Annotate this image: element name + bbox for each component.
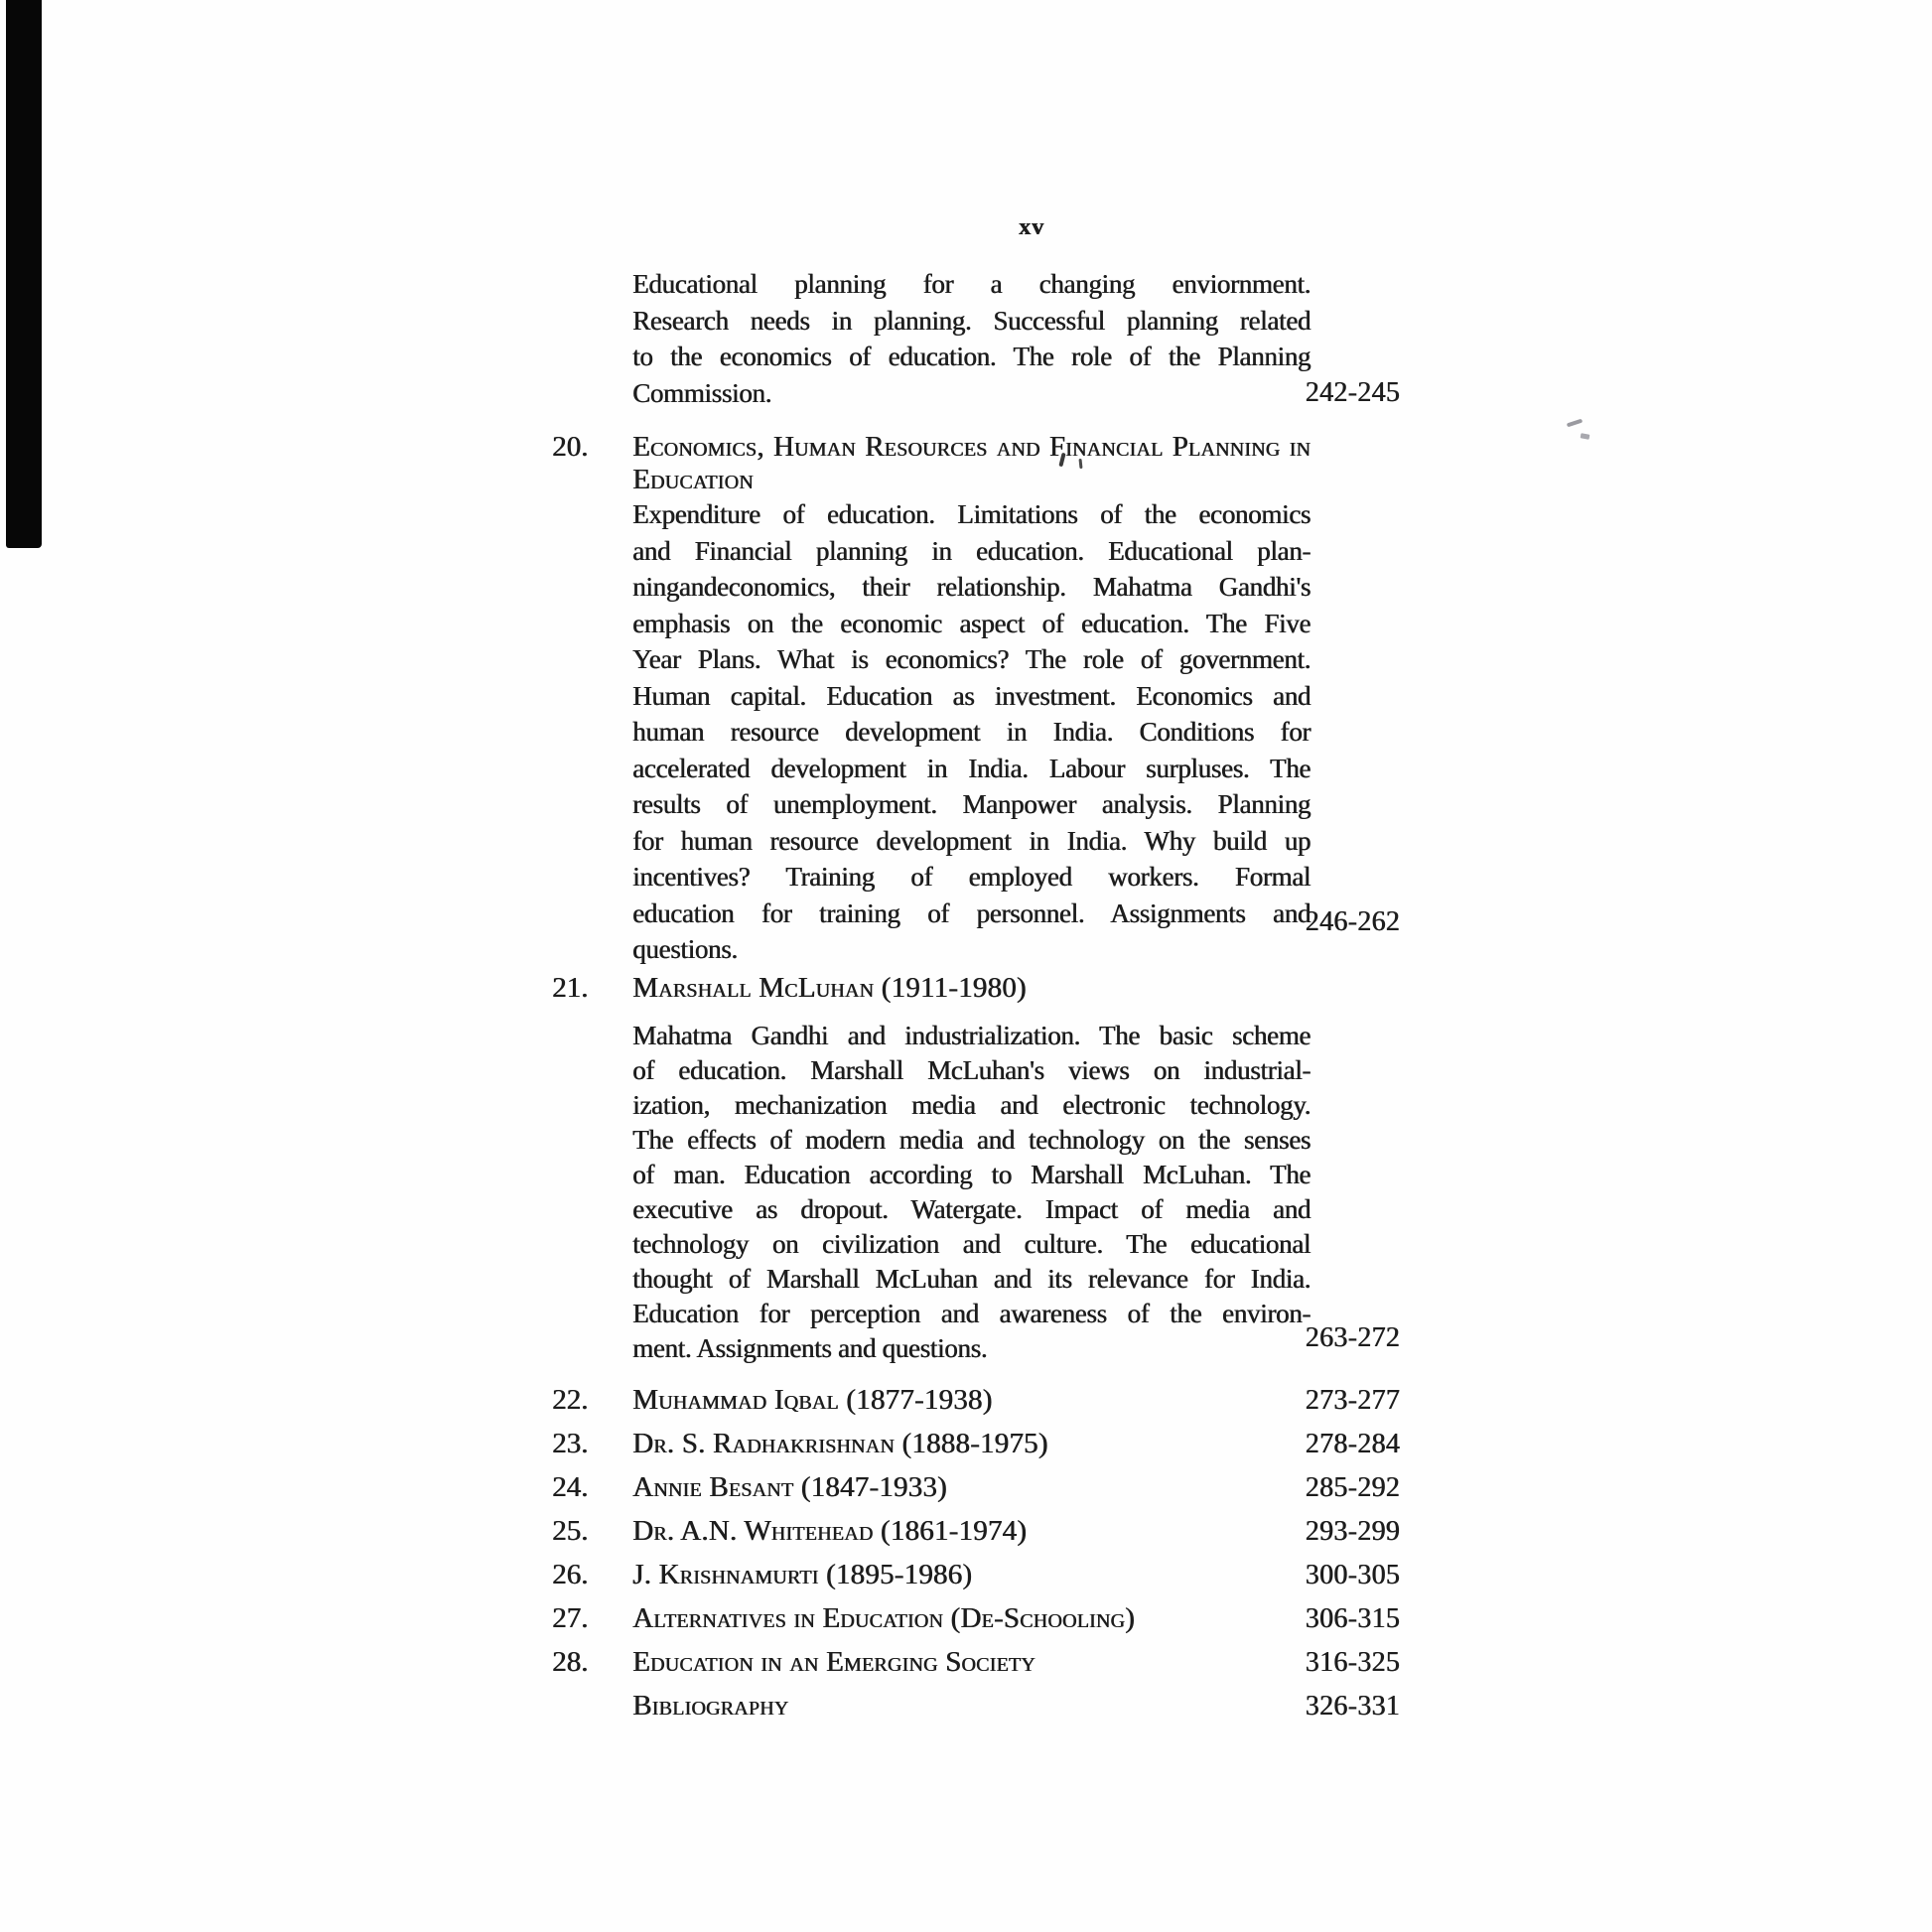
toc-row: [552, 1378, 1400, 1422]
intro-line: Educational planning for a changing enviornment.: [632, 269, 1311, 299]
toc-row: [552, 1684, 1400, 1727]
toc-entry-title-line: Education: [632, 464, 754, 495]
entry-number: 22.: [552, 1383, 589, 1416]
scan-speck: [1581, 433, 1590, 439]
page-range: 326-331: [1305, 1690, 1400, 1722]
toc-entry-title: Muhammad Iqbal (1877-1938): [632, 1383, 993, 1416]
toc-row: [552, 1422, 1400, 1465]
page-range: 316-325: [1305, 1646, 1400, 1678]
entry-number: 21.: [552, 971, 589, 1004]
description-line: emphasis on the economic aspect of education. The Five: [632, 608, 1311, 638]
intro-paragraph: [632, 266, 1311, 411]
toc-entry-title: Alternatives in Education (De-Schooling): [632, 1601, 1135, 1634]
page-range: 293-299: [1305, 1515, 1400, 1547]
scan-speck: [1567, 419, 1583, 428]
page-number-folio: xv: [1019, 214, 1044, 240]
entry-number: 24.: [552, 1470, 589, 1503]
toc-entry-title: Dr. S. Radhakrishnan (1888-1975): [632, 1427, 1048, 1459]
page-range: 285-292: [1305, 1471, 1400, 1503]
toc-content: [552, 266, 1400, 1727]
description-line: for human resource development in India. Why build up: [632, 825, 1311, 856]
toc-entry-title: Bibliography: [632, 1689, 789, 1722]
intro-line: to the economics of education. The role of the Planning: [632, 342, 1311, 371]
page-range: 263-272: [1305, 1321, 1400, 1353]
entry-description: [632, 1019, 1311, 1366]
page-range: 246-262: [1305, 905, 1400, 937]
description-line: human resource development in India. Conditions for: [632, 717, 1311, 747]
entry-number: 25.: [552, 1514, 589, 1547]
toc-row: [552, 1465, 1400, 1509]
toc-simple-rows: [552, 1378, 1400, 1727]
toc-row: [552, 1553, 1400, 1596]
toc-row: [552, 1596, 1400, 1640]
description-line: accelerated development in India. Labour surpluses. The: [632, 753, 1311, 783]
page-range: 242-245: [1305, 376, 1400, 408]
entry-number: 23.: [552, 1427, 589, 1459]
page-range: 300-305: [1305, 1559, 1400, 1590]
toc-entry-title: Education in an Emerging Society: [632, 1645, 1035, 1678]
toc-intro-continuation: [552, 266, 1400, 411]
entry-number: 27.: [552, 1601, 589, 1634]
description-line: ment. Assignments and questions.: [632, 1332, 988, 1363]
toc-entry-title-line: Economics, Human Resources and Financial Planning in: [632, 431, 1311, 463]
toc-entry: [552, 972, 1400, 1366]
toc-entries: [552, 431, 1400, 1727]
page-range: 273-277: [1305, 1384, 1400, 1416]
toc-entry-title: [632, 431, 1311, 496]
description-line: technology on civilization and culture. The educational: [632, 1228, 1311, 1259]
toc-row: [552, 1640, 1400, 1684]
description-line: executive as dropout. Watergate. Impact of media and: [632, 1193, 1311, 1224]
description-line: of education. Marshall McLuhan's views on industrial-: [632, 1054, 1311, 1085]
toc-entry: [552, 431, 1400, 968]
description-line: of man. Education according to Marshall McLuhan. The: [632, 1159, 1311, 1189]
intro-line: Research needs in planning. Successful planning related: [632, 305, 1311, 336]
entry-number: 20.: [552, 431, 589, 463]
scan-artifact-bar: [6, 0, 42, 548]
toc-entry-title: [632, 972, 1311, 1005]
description-line: The effects of modern media and technology on the senses: [632, 1124, 1311, 1155]
toc-entry-title: Dr. A.N. Whitehead (1861-1974): [632, 1514, 1027, 1547]
description-line: Expenditure of education. Limitations of the economics: [632, 499, 1311, 529]
description-line: ization, mechanization media and electronic technology.: [632, 1089, 1311, 1120]
page-range: 278-284: [1305, 1428, 1400, 1459]
description-line: ningandeconomics, their relationship. Mahatma Gandhi's: [632, 572, 1311, 602]
description-line: and Financial planning in education. Educational plan-: [632, 535, 1311, 566]
toc-entry-title: Annie Besant (1847-1933): [632, 1470, 947, 1503]
entry-number: 28.: [552, 1645, 589, 1678]
toc-entry-title: J. Krishnamurti (1895-1986): [632, 1558, 973, 1590]
description-line: Mahatma Gandhi and industrialization. The basic scheme: [632, 1020, 1311, 1050]
description-line: Education for perception and awareness of the environ-: [632, 1298, 1311, 1328]
description-line: Human capital. Education as investment. Economics and: [632, 680, 1311, 711]
description-line: thought of Marshall McLuhan and its relevance for India.: [632, 1263, 1311, 1294]
description-line: incentives? Training of employed workers. Formal: [632, 862, 1311, 892]
description-line: results of unemployment. Manpower analysis. Planning: [632, 789, 1311, 819]
entry-number: 26.: [552, 1558, 589, 1590]
description-line: education for training of personnel. Assignments and: [632, 897, 1311, 928]
page-range: 306-315: [1305, 1602, 1400, 1634]
description-line: Year Plans. What is economics? The role of government.: [632, 644, 1311, 674]
toc-row: [552, 1509, 1400, 1553]
description-line: questions.: [632, 934, 738, 964]
intro-line: Commission.: [632, 377, 771, 408]
toc-entry-title-line: Marshall McLuhan (1911-1980): [632, 971, 1027, 1004]
entry-description: [632, 496, 1311, 968]
